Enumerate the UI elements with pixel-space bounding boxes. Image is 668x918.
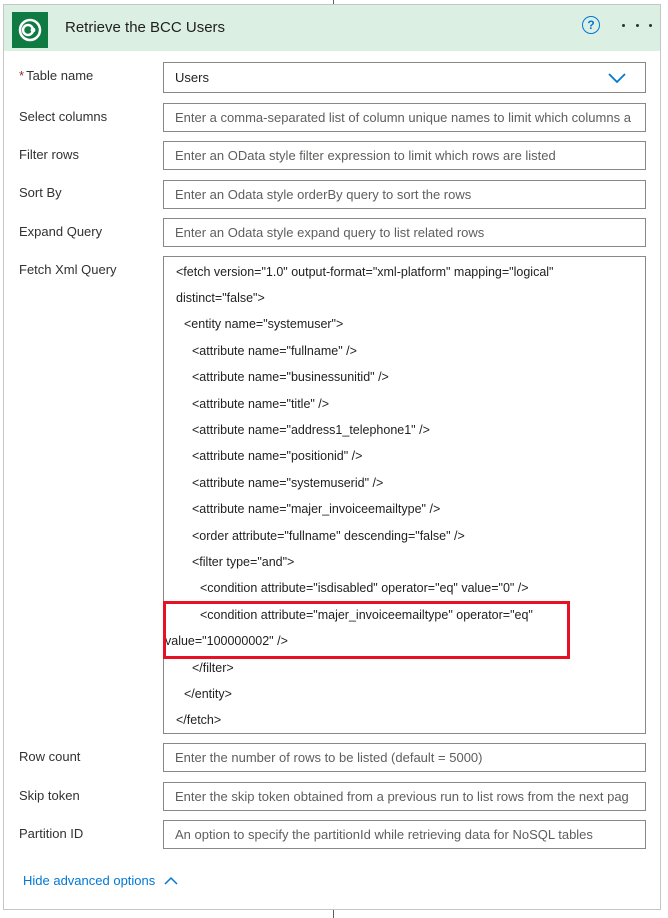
partition-id-input[interactable]: An option to specify the partitionId while retrieving data for NoSQL tables <box>163 820 646 849</box>
xml-line: <attribute name="fullname" /> <box>192 344 357 358</box>
fetch-xml-label: Fetch Xml Query <box>19 262 117 277</box>
action-title: Retrieve the BCC Users <box>65 19 226 36</box>
xml-line: <order attribute="fullname" descending="false" /> <box>192 529 465 543</box>
highlight-box <box>163 601 570 659</box>
table-name-value: Users <box>175 70 209 85</box>
fetch-xml-textarea[interactable] <box>163 256 646 734</box>
chevron-down-icon <box>608 73 626 83</box>
xml-line: <attribute name="address1_telephone1" /> <box>192 423 430 437</box>
chevron-up-icon <box>164 876 178 885</box>
row-count-input[interactable]: Enter the number of rows to be listed (default = 5000) <box>163 743 646 772</box>
select-columns-label: Select columns <box>19 109 108 124</box>
xml-line: </filter> <box>192 661 234 675</box>
sort-by-input[interactable]: Enter an Odata style orderBy query to sort the rows <box>163 180 646 209</box>
xml-line: <attribute name="positionid" /> <box>192 449 363 463</box>
xml-line: </fetch> <box>176 713 222 727</box>
xml-line: <attribute name="majer_invoiceemailtype" /> <box>192 502 441 516</box>
skip-token-input[interactable]: Enter the skip token obtained from a previous run to list rows from the next pag <box>163 782 646 811</box>
dataverse-logo-icon <box>12 12 48 48</box>
row-count-label: Row count <box>19 749 81 764</box>
xml-line: <condition attribute="isdisabled" operator="eq" value="0" /> <box>200 581 529 595</box>
filter-rows-input[interactable]: Enter an OData style filter expression to limit which rows are listed <box>163 141 646 170</box>
xml-line: <filter type="and"> <box>192 555 295 569</box>
filter-rows-label: Filter rows <box>19 147 79 162</box>
hide-advanced-options-label: Hide advanced options <box>23 873 156 888</box>
xml-line: </entity> <box>184 687 232 701</box>
sort-by-label: Sort By <box>19 185 62 200</box>
action-card <box>3 4 661 910</box>
xml-line: distinct="false"> <box>176 291 265 305</box>
hide-advanced-options-link[interactable] <box>23 873 178 888</box>
xml-line: value="100000002" /> <box>165 634 288 648</box>
required-marker: * <box>19 68 25 83</box>
select-columns-input[interactable]: Enter a comma-separated list of column unique names to limit which columns a <box>163 103 646 132</box>
help-icon[interactable]: ? <box>582 16 600 34</box>
expand-query-label: Expand Query <box>19 224 103 239</box>
table-name-label: * Table name <box>19 68 94 83</box>
xml-line: <condition attribute="majer_invoiceemailtype" operator="eq" <box>200 608 533 622</box>
flow-connector-bottom <box>333 910 334 918</box>
xml-line: <fetch version="1.0" output-format="xml-platform" mapping="logical" <box>176 265 554 279</box>
action-header[interactable] <box>4 5 660 51</box>
more-options-icon[interactable] <box>622 15 652 35</box>
expand-query-input[interactable]: Enter an Odata style expand query to list related rows <box>163 218 646 247</box>
xml-line: <attribute name="title" /> <box>192 397 330 411</box>
xml-line: <entity name="systemuser"> <box>184 317 344 331</box>
table-name-dropdown[interactable] <box>163 62 646 93</box>
xml-line: <attribute name="businessunitid" /> <box>192 370 389 384</box>
skip-token-label: Skip token <box>19 788 80 803</box>
partition-id-label: Partition ID <box>19 826 84 841</box>
xml-line: <attribute name="systemuserid" /> <box>192 476 384 490</box>
